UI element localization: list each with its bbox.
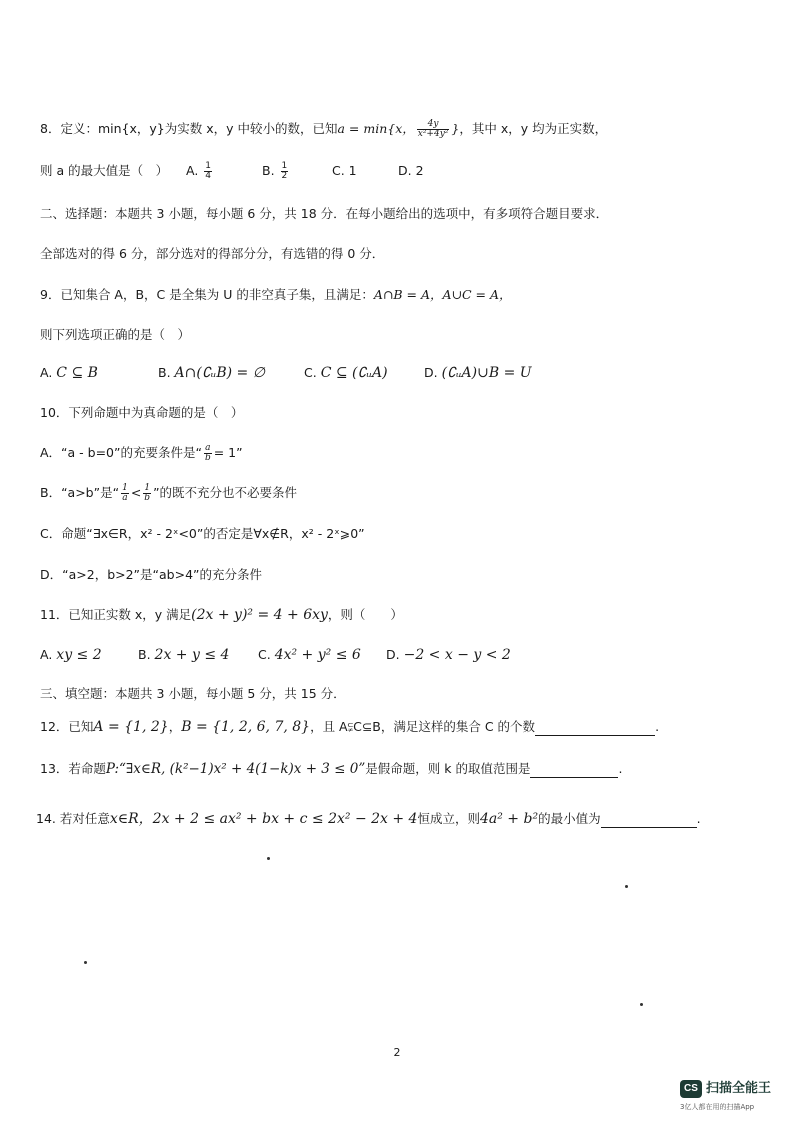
q8-option-c: C. 1: [332, 163, 357, 178]
q12-text-b: ，: [168, 719, 182, 734]
scan-speck: [625, 885, 628, 888]
q9-option-b-label: B.: [158, 365, 171, 380]
q9-option-b: [158, 364, 265, 382]
q12: [40, 718, 734, 736]
q14-text-c: 的最小值为: [538, 811, 601, 826]
q14-text: 14. 若对任意: [36, 811, 110, 826]
q8-option-b-frac: [281, 162, 289, 181]
q10-stem: 10．下列命题中为真命题的是（ ）: [40, 405, 244, 420]
scan-speck: [267, 857, 270, 860]
q12-text: 12．已知: [40, 719, 94, 734]
q8-option-a-num: 1: [205, 161, 212, 171]
q10-option-a-num: a: [205, 443, 211, 453]
q10-option-a-frac: [204, 444, 212, 463]
q10-option-b-text-b: ”的既不充分也不必要条件: [153, 485, 298, 500]
q11-option-c: [258, 646, 361, 664]
q12-end: .: [655, 719, 660, 734]
q12-answer-blank[interactable]: [535, 721, 655, 736]
q11-stem-text: 11．已知正实数 x，y 满足: [40, 607, 192, 622]
q13-expr: P:“∃x∈R, (k²−1)x² + 4(1−k)x + 3 ≤ 0”: [105, 761, 366, 777]
q13-text-b: 是假命题，则 k 的取值范围是: [365, 761, 531, 776]
q12-text-c: ，且 A⫋C⊆B，满足这样的集合 C 的个数: [310, 719, 536, 734]
q8-line2: [40, 162, 734, 180]
q9-option-c-label: C.: [304, 365, 317, 380]
q8-frac-num: 4y: [417, 120, 450, 130]
q11-option-d-label: D.: [386, 647, 400, 662]
q10-option-c: C．命题“∃x∈R，x² - 2ˣ<0”的否定是∀x∉R，x² - 2ˣ⩾0”: [40, 526, 365, 541]
q11-option-c-expr: 4x² + y² ≤ 6: [274, 647, 361, 663]
q8-option-b-num: 1: [281, 161, 288, 171]
q8-option-b-label: B.: [262, 163, 275, 178]
q10-option-b-text: B．“a>b”是“: [40, 485, 120, 500]
logo-tagline: 3亿人都在用的扫描App: [680, 1103, 755, 1111]
q10-option-a-den: b: [204, 453, 211, 463]
q8-text-b: ，其中 x，y 均为正实数，: [459, 121, 608, 136]
q8-fraction: [417, 120, 450, 139]
scanner-logo: [680, 1078, 780, 1114]
q10-option-a-text: A．“a - b=0”的充要条件是“: [40, 445, 202, 460]
q11-option-d-expr: −2 < x − y < 2: [403, 647, 511, 663]
q8-option-a-label: A.: [186, 163, 199, 178]
q8-text: 8．定义：min{x，y}为实数 x，y 中较小的数，已知: [40, 121, 338, 136]
q14-end: .: [696, 811, 701, 826]
q10-option-d: D．“a>2，b>2”是“ab>4”的充分条件: [40, 567, 262, 582]
q12-expr1: A = {1, 2}: [93, 719, 169, 735]
q8-option-a: [186, 162, 214, 181]
q14: [36, 810, 754, 828]
scan-speck: [640, 1003, 643, 1006]
q10-option-b-den2: b: [144, 493, 151, 503]
logo-name: 扫描全能王: [706, 1081, 772, 1096]
q8-option-b-den: 2: [281, 171, 288, 181]
q9-stem-expr: A∩B = A，A∪C = A，: [373, 287, 512, 302]
q10-option-b-num2: 1: [144, 483, 151, 493]
q11-option-b: [138, 646, 229, 664]
q11-stem-expr: (2x + y)² = 4 + 6xy: [191, 607, 328, 623]
q11-option-a: [40, 646, 102, 664]
cs-logo-icon: CS: [680, 1080, 702, 1098]
q11-option-a-expr: xy ≤ 2: [56, 647, 102, 663]
q11-option-d: [386, 646, 511, 664]
q14-text-b: 恒成立，则: [417, 811, 480, 826]
q8-option-d: D. 2: [398, 163, 424, 178]
q14-answer-blank[interactable]: [601, 813, 697, 828]
q8-question: 则 a 的最大值是（ ）: [40, 163, 169, 178]
q11-stem: [40, 606, 734, 624]
q8-frac-den: x²+4y²: [417, 129, 449, 139]
q9-option-d: [424, 364, 532, 382]
q9-option-d-label: D.: [424, 365, 438, 380]
q11-option-b-label: B.: [138, 647, 151, 662]
section2-heading: 二、选择题：本题共 3 小题，每小题 6 分，共 18 分．在每小题给出的选项中，有多项符合题目要求．: [40, 206, 609, 221]
q9-option-c-expr: C ⊆ (∁ᵤA): [320, 365, 388, 381]
q10-option-b-lt: <: [130, 485, 142, 500]
q14-expr1: x∈R，2x + 2 ≤ ax² + bx + c ≤ 2x² − 2x + 4: [109, 811, 418, 827]
section3-heading: 三、填空题：本题共 3 小题，每小题 5 分，共 15 分．: [40, 686, 346, 701]
q9-option-a-expr: C ⊆ B: [56, 365, 98, 381]
q10-option-b-frac2: [143, 484, 151, 503]
q10-option-a: [40, 444, 734, 463]
q10-option-a-text-b: = 1”: [213, 445, 243, 460]
q10-option-b-den1: a: [122, 493, 128, 503]
q11-stem-text-b: ，则（ ）: [327, 607, 403, 622]
q9-option-a: [40, 364, 98, 382]
q9-stem-text: 9．已知集合 A，B，C 是全集为 U 的非空真子集，且满足：: [40, 287, 374, 302]
q14-expr2: 4a² + b²: [479, 811, 539, 827]
q9-stem2: 则下列选项正确的是（ ）: [40, 327, 191, 342]
q13-end: .: [618, 761, 623, 776]
scan-speck: [84, 961, 87, 964]
q8-option-a-den: 4: [205, 171, 212, 181]
q8-line1: [40, 120, 734, 139]
q9-option-b-expr: A∩(∁ᵤB) = ∅: [174, 365, 265, 381]
q11-option-c-label: C.: [258, 647, 271, 662]
q8-close: }: [451, 121, 460, 136]
q13-answer-blank[interactable]: [530, 763, 618, 778]
q10-option-b-num1: 1: [122, 483, 128, 493]
q11-option-b-expr: 2x + y ≤ 4: [154, 647, 230, 663]
q8-expr: a = min{x，: [337, 121, 415, 136]
page-number: 2: [393, 1046, 401, 1059]
q9-option-d-expr: (∁ᵤA)∪B = U: [441, 365, 532, 381]
q9-option-c: [304, 364, 388, 382]
q10-option-b: [40, 484, 734, 503]
section2-scoring: 全部选对的得 6 分，部分选对的得部分分，有选错的得 0 分．: [40, 246, 385, 261]
q12-expr2: B = {1, 2, 6, 7, 8}: [181, 719, 311, 735]
q11-option-a-label: A.: [40, 647, 53, 662]
q10-option-b-frac1: [121, 484, 129, 503]
q9-stem: [40, 286, 734, 304]
q13: [40, 760, 734, 778]
q8-option-a-frac: [204, 162, 212, 181]
q13-text: 13．若命题: [40, 761, 106, 776]
q9-option-a-label: A.: [40, 365, 53, 380]
q8-option-b: [262, 162, 290, 181]
